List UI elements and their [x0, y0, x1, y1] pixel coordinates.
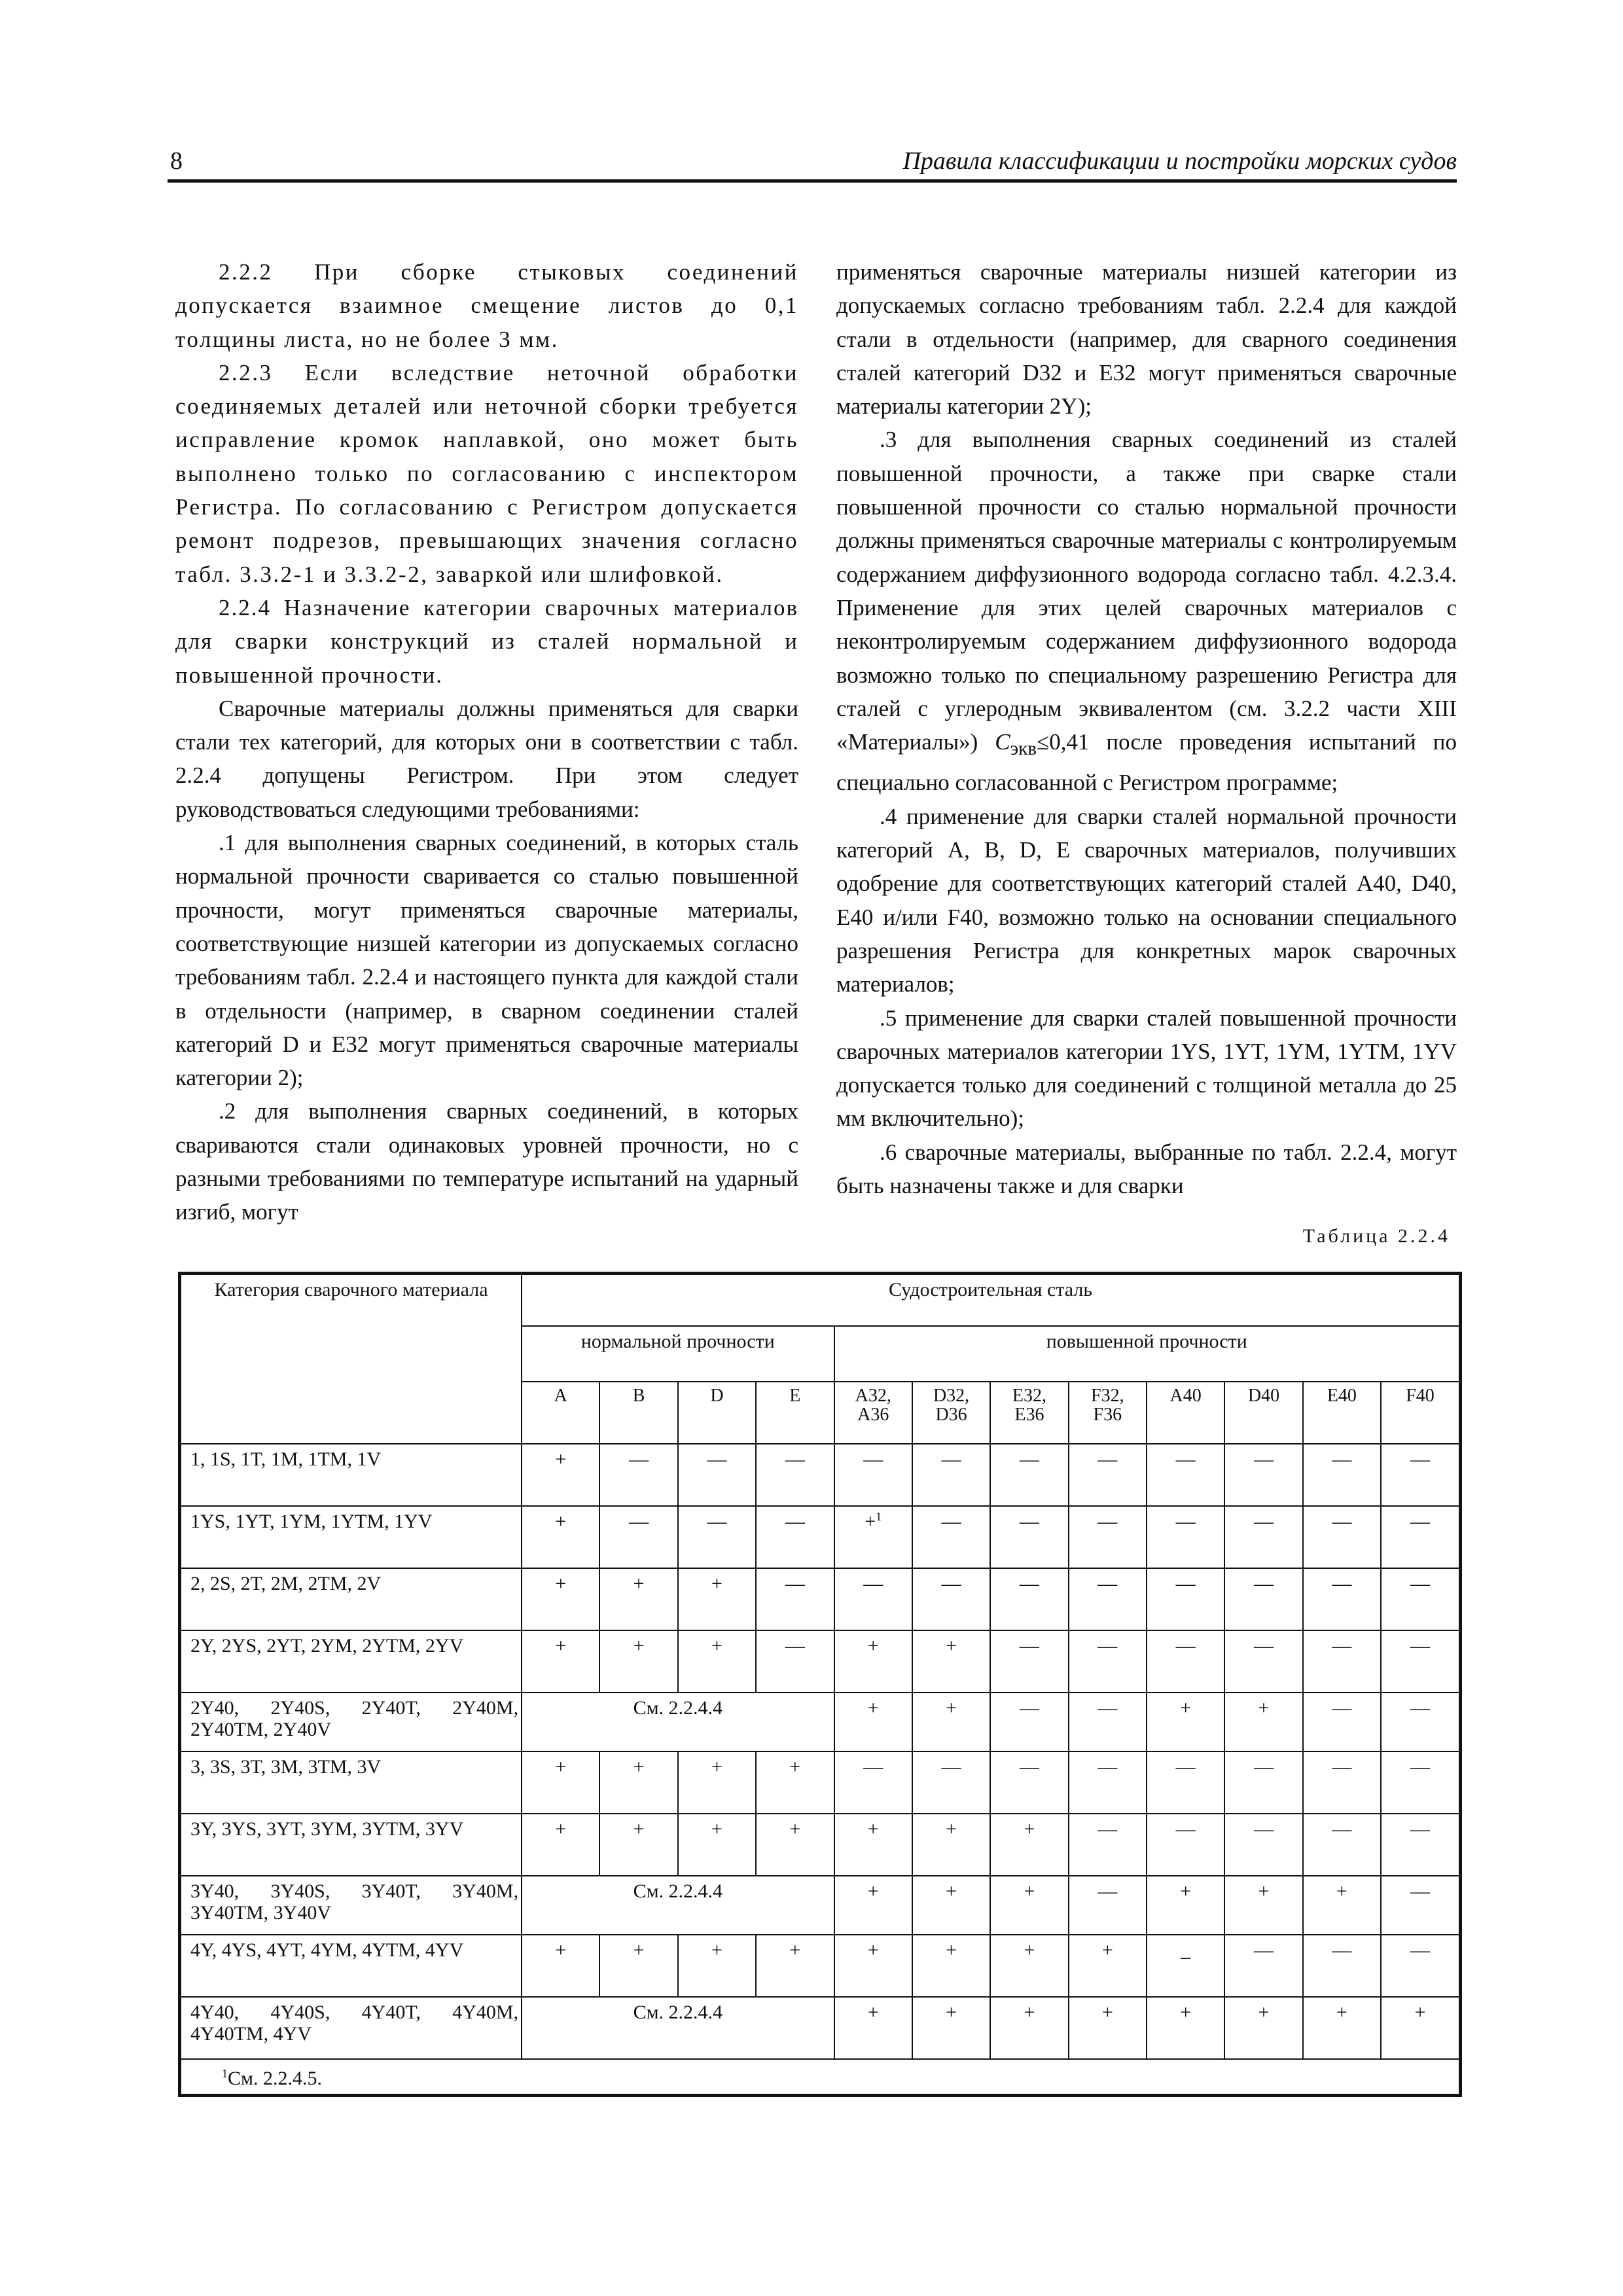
table-cell: +: [599, 1751, 677, 1814]
column-header: D32, D36: [912, 1382, 990, 1444]
table-cell: —: [1381, 1568, 1460, 1630]
table-cell: +: [599, 1814, 677, 1876]
row-category: 4Y40, 4Y40S, 4Y40T, 4Y40M, 4Y40TM, 4YV: [180, 1997, 522, 2059]
table-cell: —: [1381, 1876, 1460, 1935]
carbon-equivalent-symbol: C: [995, 729, 1010, 755]
paragraph-item-3: [836, 423, 1457, 799]
row-category: 3, 3S, 3T, 3M, 3TM, 3V: [180, 1751, 522, 1814]
paragraph-2-2-4-title: 2.2.4 Назначение категории сварочных материалов для сварки конструкций из сталей нормальной и повышенной прочности.: [175, 594, 798, 688]
row-category: 4Y, 4YS, 4YT, 4YM, 4YTM, 4YV: [180, 1935, 522, 1997]
table-cell: —: [1224, 1751, 1302, 1814]
table-cell: +: [1303, 1876, 1381, 1935]
paragraph-item-2-continued: применяться сварочные материалы низшей категории из допускаемых согласно требованиям табл. 2.2.4 для каждой стали в отдельности (например, для сварного соединения сталей категорий D32 и E32 могут применяться сварочные материалы категории 2Y);: [836, 259, 1457, 420]
table-cell: —: [1069, 1876, 1147, 1935]
table-cell: —: [1147, 1506, 1224, 1568]
table-cell: —: [1303, 1630, 1381, 1693]
table-cell: —: [1381, 1444, 1460, 1506]
table-cell: —: [1303, 1444, 1381, 1506]
table-cell: —: [1303, 1935, 1381, 1997]
table-cell: +: [834, 1997, 912, 2059]
table-cell: +: [912, 1630, 990, 1693]
page-number: 8: [170, 147, 183, 175]
table-cell: +: [522, 1630, 599, 1693]
table-row: [180, 1444, 1461, 1506]
table-cell: —: [678, 1444, 756, 1506]
table-cell: —: [599, 1506, 677, 1568]
table-cell: +: [1303, 1997, 1381, 2059]
table-cell: —: [756, 1568, 834, 1630]
paragraph-2-2-3: 2.2.3 Если вследствие неточной обработки соединяемых деталей или неточной сборки требуется исправление кромок наплавкой, оно может быть выполнено только по согласованию с инспектором Регистра. По согласованию с Регистром допускается ремонт подрезов, превышающих значения согласно табл. 3.3.2-1 и 3.3.2-2, заваркой или шлифовкой.: [175, 359, 798, 587]
item-3-text-end: ≤0,41 после проведения испытаний по специально согласованной с Регистром программе;: [836, 729, 1457, 796]
table-cell: +: [678, 1630, 756, 1693]
table-cell: —: [599, 1444, 677, 1506]
footnote-text: См. 2.2.4.5.: [228, 2068, 322, 2090]
table-cell: +: [678, 1935, 756, 1997]
table-cell: +: [834, 1630, 912, 1693]
table-cell: —: [1224, 1568, 1302, 1630]
table-cell: +: [756, 1935, 834, 1997]
paragraph-2-2-2: 2.2.2 При сборке стыковых соединений допускается взаимное смещение листов до 0,1 толщины листа, но не более 3 мм.: [175, 259, 798, 352]
row-category: 1YS, 1YT, 1YM, 1YTM, 1YV: [180, 1506, 522, 1568]
table-cell: +: [1147, 1693, 1224, 1751]
table-cell: +: [834, 1693, 912, 1751]
high-strength-header: повышенной прочности: [834, 1326, 1461, 1382]
table-cell: +: [1224, 1997, 1302, 2059]
left-column: [175, 255, 798, 1229]
see-reference-cell: См. 2.2.4.4: [522, 1693, 834, 1751]
table-cell: —: [990, 1568, 1068, 1630]
table-cell: +: [834, 1935, 912, 1997]
table-cell: +: [522, 1506, 599, 1568]
table-row: [180, 1814, 1461, 1876]
table-cell: —: [1147, 1630, 1224, 1693]
table-cell: +: [990, 1814, 1068, 1876]
table-cell: _: [1147, 1935, 1224, 1997]
table-cell: —: [1303, 1693, 1381, 1751]
carbon-equivalent-subscript: экв: [1010, 738, 1037, 760]
column-header: B: [599, 1382, 677, 1444]
table-cell: +: [834, 1876, 912, 1935]
table-cell: +: [599, 1568, 677, 1630]
row-category: 2, 2S, 2T, 2M, 2TM, 2V: [180, 1568, 522, 1630]
table-cell: —: [1224, 1444, 1302, 1506]
column-header: E32, E36: [990, 1382, 1068, 1444]
table-cell: +: [522, 1935, 599, 1997]
table-cell: +: [912, 1935, 990, 1997]
table-row: [180, 1693, 1461, 1751]
table-cell: +: [1224, 1876, 1302, 1935]
column-header: F40: [1381, 1382, 1460, 1444]
table-cell: —: [912, 1506, 990, 1568]
table-cell: —: [756, 1630, 834, 1693]
table-cell: +: [1069, 1935, 1147, 1997]
table-row: [180, 1630, 1461, 1693]
table-cell: —: [834, 1751, 912, 1814]
row-category: 1, 1S, 1T, 1M, 1TM, 1V: [180, 1444, 522, 1506]
table-cell: +: [990, 1935, 1068, 1997]
group-header: Судостроительная сталь: [522, 1274, 1460, 1326]
table-cell: [834, 1506, 912, 1568]
see-reference-cell: См. 2.2.4.4: [522, 1876, 834, 1935]
table-cell: —: [756, 1506, 834, 1568]
item-3-text: .3 для выполнения сварных соединений из сталей повышенной прочности, а также при сварке стали повышенной прочности со сталью нормальной прочности должны применяться сварочные материалы с контролируемым содержанием диффузионного водорода согласно табл. 4.2.3.4. Применение для этих целей сварочных материалов с неконтролируемым содержанием диффузионного водорода возможно только по специальному разрешению Регистра для сталей с углеродным эквивалентом (см. 3.2.2 части XIII «Материалы»): [836, 427, 1457, 755]
table-cell: —: [1381, 1630, 1460, 1693]
column-header: E: [756, 1382, 834, 1444]
row-category: 3Y, 3YS, 3YT, 3YM, 3YTM, 3YV: [180, 1814, 522, 1876]
table-cell: —: [1069, 1444, 1147, 1506]
footnote-marker: 1: [876, 1509, 882, 1523]
table-cell: +: [678, 1751, 756, 1814]
table-cell: —: [834, 1444, 912, 1506]
table-cell: —: [990, 1751, 1068, 1814]
column-header: E40: [1303, 1382, 1381, 1444]
table-cell: +: [599, 1935, 677, 1997]
table-cell: +: [678, 1814, 756, 1876]
column-header: D: [678, 1382, 756, 1444]
table-cell: +: [912, 1876, 990, 1935]
table-cell: +: [1147, 1876, 1224, 1935]
table-cell: +: [990, 1876, 1068, 1935]
table-cell: —: [1303, 1568, 1381, 1630]
table-cell: —: [1381, 1506, 1460, 1568]
table-cell: +: [912, 1997, 990, 2059]
paragraph-item-5: .5 применение для сварки сталей повышенной прочности сварочных материалов категории 1YS, 1YT, 1YM, 1YTM, 1YV допускается только для соединений с толщиной металла до 25 мм включительно);: [836, 1005, 1457, 1132]
table-cell: —: [1224, 1506, 1302, 1568]
table-cell: —: [1147, 1444, 1224, 1506]
table-cell: —: [912, 1444, 990, 1506]
cell-value: +: [865, 1510, 876, 1532]
table-cell: —: [1224, 1630, 1302, 1693]
table-cell: —: [1069, 1751, 1147, 1814]
corner-header: Категория сварочного материала: [180, 1274, 522, 1444]
table-cell: —: [912, 1568, 990, 1630]
table-cell: +: [678, 1568, 756, 1630]
column-header: A: [522, 1382, 599, 1444]
column-header: F32, F36: [1069, 1382, 1147, 1444]
table-cell: —: [1069, 1693, 1147, 1751]
running-title: Правила классификации и постройки морских судов: [902, 147, 1457, 175]
table-cell: +: [756, 1751, 834, 1814]
table-cell: —: [1069, 1506, 1147, 1568]
table-row: [180, 1751, 1461, 1814]
table-cell: —: [990, 1444, 1068, 1506]
table-cell: —: [834, 1568, 912, 1630]
row-category: 3Y40, 3Y40S, 3Y40T, 3Y40M, 3Y40TM, 3Y40V: [180, 1876, 522, 1935]
table-cell: +: [1381, 1997, 1460, 2059]
table-cell: —: [990, 1630, 1068, 1693]
table-cell: —: [1381, 1814, 1460, 1876]
table-cell: +: [756, 1814, 834, 1876]
table-cell: +: [1069, 1997, 1147, 2059]
table-row: [180, 1568, 1461, 1630]
table-caption: Таблица 2.2.4: [1302, 1225, 1450, 1247]
table-cell: —: [1147, 1751, 1224, 1814]
table-cell: +: [522, 1814, 599, 1876]
row-category: 2Y, 2YS, 2YT, 2YM, 2YTM, 2YV: [180, 1630, 522, 1693]
table-cell: —: [1381, 1935, 1460, 1997]
table-cell: +: [912, 1693, 990, 1751]
table-cell: —: [1381, 1751, 1460, 1814]
table-row: [180, 1997, 1461, 2059]
row-category: 2Y40, 2Y40S, 2Y40T, 2Y40M, 2Y40TM, 2Y40V: [180, 1693, 522, 1751]
table-cell: —: [1069, 1568, 1147, 1630]
table-cell: +: [599, 1630, 677, 1693]
table-cell: +: [912, 1814, 990, 1876]
footnote-number: 1: [222, 2067, 228, 2081]
table-row: [180, 1876, 1461, 1935]
table-cell: +: [522, 1568, 599, 1630]
table-cell: —: [1381, 1693, 1460, 1751]
table-cell: —: [756, 1444, 834, 1506]
table-cell: +: [990, 1997, 1068, 2059]
paragraph-item-4: .4 применение для сварки сталей нормальной прочности категорий A, B, D, E сварочных материалов, получивших одобрение для соответствующих категорий сталей A40, D40, E40 и/или F40, возможно только на основании специального разрешения Регистра для конкретных марок сварочных материалов;: [836, 803, 1457, 997]
right-column: [836, 255, 1457, 1202]
paragraph-item-1: .1 для выполнения сварных соединений, в которых сталь нормальной прочности сваривается со сталью повышенной прочности, могут применяться сварочные материалы, соответствующие низшей категории из допускаемых согласно требованиям табл. 2.2.4 и настоящего пункта для каждой стали в отдельности (например, в сварном соединении сталей категорий D и E32 могут применяться сварочные материалы категории 2);: [175, 830, 798, 1091]
table-row: [180, 1935, 1461, 1997]
table-cell: +: [834, 1814, 912, 1876]
column-header: A40: [1147, 1382, 1224, 1444]
table-cell: —: [1147, 1568, 1224, 1630]
table-footnote: [180, 2059, 1461, 2096]
table-row: [180, 1506, 1461, 1568]
table-cell: —: [1224, 1814, 1302, 1876]
table-cell: +: [522, 1751, 599, 1814]
paragraph-2-2-4-intro: Сварочные материалы должны применяться для сварки стали тех категорий, для которых они в соответствии с табл. 2.2.4 допущены Регистром. При этом следует руководствоваться следующими требованиями:: [175, 695, 798, 822]
table-cell: —: [1303, 1814, 1381, 1876]
table-cell: —: [1069, 1630, 1147, 1693]
welding-materials-table: [178, 1272, 1462, 2097]
table-cell: +: [522, 1444, 599, 1506]
table-cell: —: [990, 1693, 1068, 1751]
table-cell: +: [1224, 1693, 1302, 1751]
table-cell: —: [1303, 1506, 1381, 1568]
column-header: D40: [1224, 1382, 1302, 1444]
table-cell: —: [990, 1506, 1068, 1568]
paragraph-item-2: .2 для выполнения сварных соединений, в которых свариваются стали одинаковых уровней прочности, но с разными требованиями по температуре испытаний на ударный изгиб, могут: [175, 1098, 798, 1225]
page-header: [168, 145, 1457, 183]
table-cell: —: [912, 1751, 990, 1814]
normal-strength-header: нормальной прочности: [522, 1326, 834, 1382]
table-cell: —: [1224, 1935, 1302, 1997]
table-cell: —: [678, 1506, 756, 1568]
table-cell: —: [1069, 1814, 1147, 1876]
paragraph-item-6: .6 сварочные материалы, выбранные по табл. 2.2.4, могут быть назначены также и для сварки: [836, 1139, 1457, 1199]
table-cell: —: [1147, 1814, 1224, 1876]
see-reference-cell: См. 2.2.4.4: [522, 1997, 834, 2059]
column-header: A32, A36: [834, 1382, 912, 1444]
table-cell: +: [1147, 1997, 1224, 2059]
table-cell: —: [1303, 1751, 1381, 1814]
